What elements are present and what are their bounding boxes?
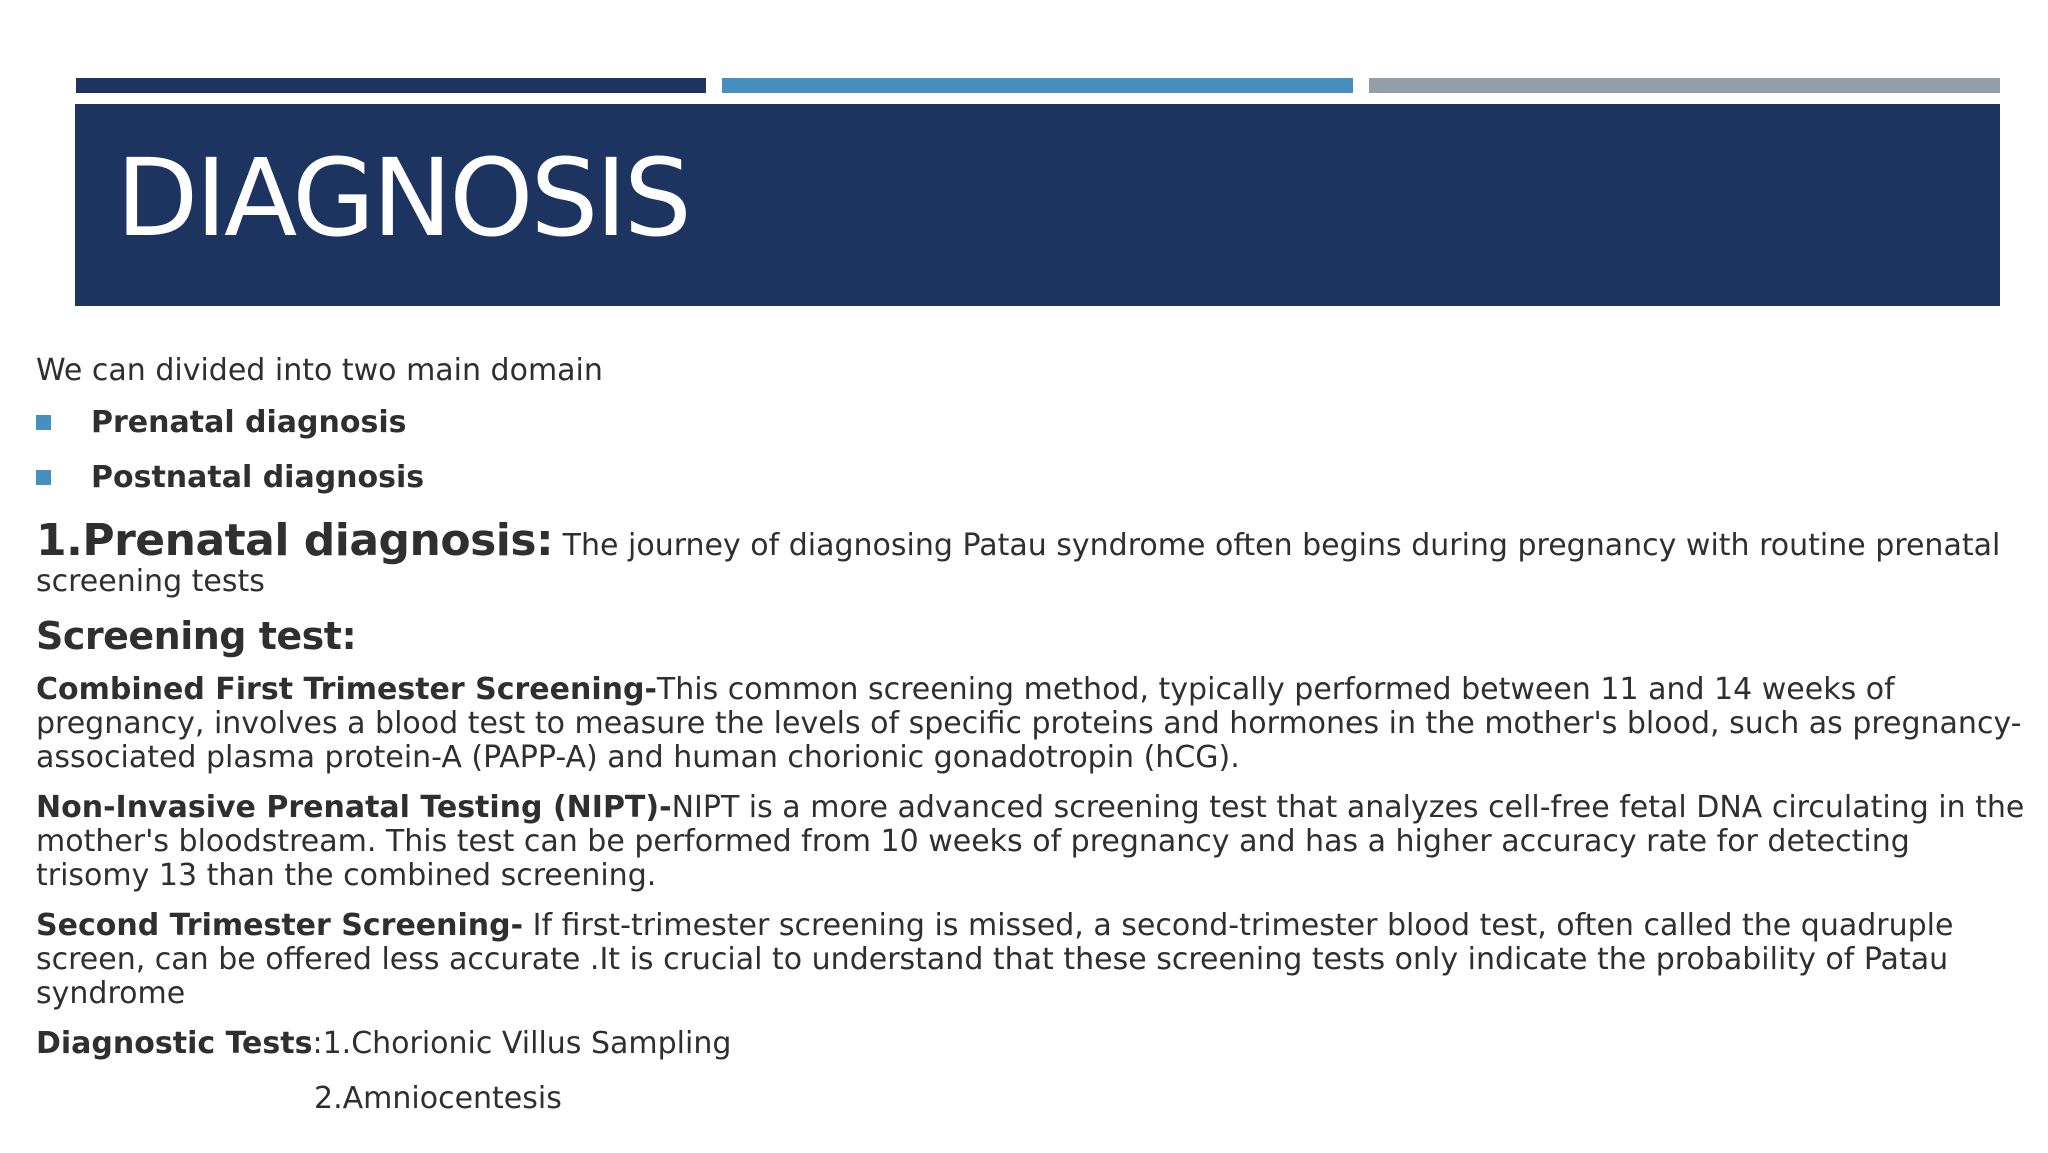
slide-title: DIAGNOSIS <box>116 137 689 261</box>
screening-item-nipt <box>36 791 2026 893</box>
square-bullet-icon <box>36 415 51 430</box>
screening-text: If first-trimester screening is missed, a second-trimester blood test, often called the quadruple screen, can be offered less accurate .It is crucial to understand that these screening tests only indicate the probability of Patau syndrome <box>36 908 1954 1012</box>
diagnostic-item-2: 2.Amniocentesis <box>314 1081 562 1117</box>
intro-text: We can divided into two main domain <box>36 353 603 388</box>
accent-bar-gray <box>1369 78 2000 93</box>
square-bullet-icon <box>36 470 51 485</box>
accent-bar-navy <box>76 78 706 93</box>
screening-item-first-trimester <box>36 673 2026 775</box>
screening-name: Second Trimester Screening- <box>36 908 524 944</box>
screening-text: NIPT is a more advanced screening test that analyzes cell-free fetal DNA circulating in the mother's bloodstream. This test can be performed from 10 weeks of pregnancy and has a higher accuracy rate for detecting trisomy 13 than the combined screening. <box>36 790 2025 894</box>
title-banner <box>75 104 2000 306</box>
bullet-item-prenatal <box>36 395 2026 450</box>
prenatal-description-cont: screening tests <box>36 563 265 599</box>
accent-bar-blue <box>722 78 1353 93</box>
diagnostic-label: Diagnostic Tests <box>36 1026 313 1062</box>
screening-text: This common screening method, typically performed between 11 and 14 weeks of pregnancy, involves a blood test to measure the levels of specific proteins and hormones in the mother's blood, such as pregnancy-associated plasma protein-A (PAPP-A) and human chorionic gonadotropin (hCG). <box>36 672 2022 776</box>
prenatal-description: The journey of diagnosing Patau syndrome often begins during pregnancy with routine prenatal <box>553 528 2001 563</box>
bullet-label: Prenatal diagnosis <box>91 404 407 440</box>
prenatal-heading: 1.Prenatal diagnosis: <box>36 515 554 566</box>
screening-heading: Screening test: <box>36 613 357 658</box>
screening-name: Non-Invasive Prenatal Testing (NIPT)- <box>36 790 672 826</box>
prenatal-section <box>36 515 2026 568</box>
screening-name: Combined First Trimester Screening- <box>36 672 657 708</box>
diagnostic-tests <box>36 1027 2026 1061</box>
slide-body <box>36 353 2026 1116</box>
bullet-label: Postnatal diagnosis <box>91 459 425 495</box>
screening-item-second-trimester <box>36 909 2026 1011</box>
diagnostic-item-1: :1.Chorionic Villus Sampling <box>312 1026 732 1062</box>
bullet-item-postnatal <box>36 450 2026 505</box>
